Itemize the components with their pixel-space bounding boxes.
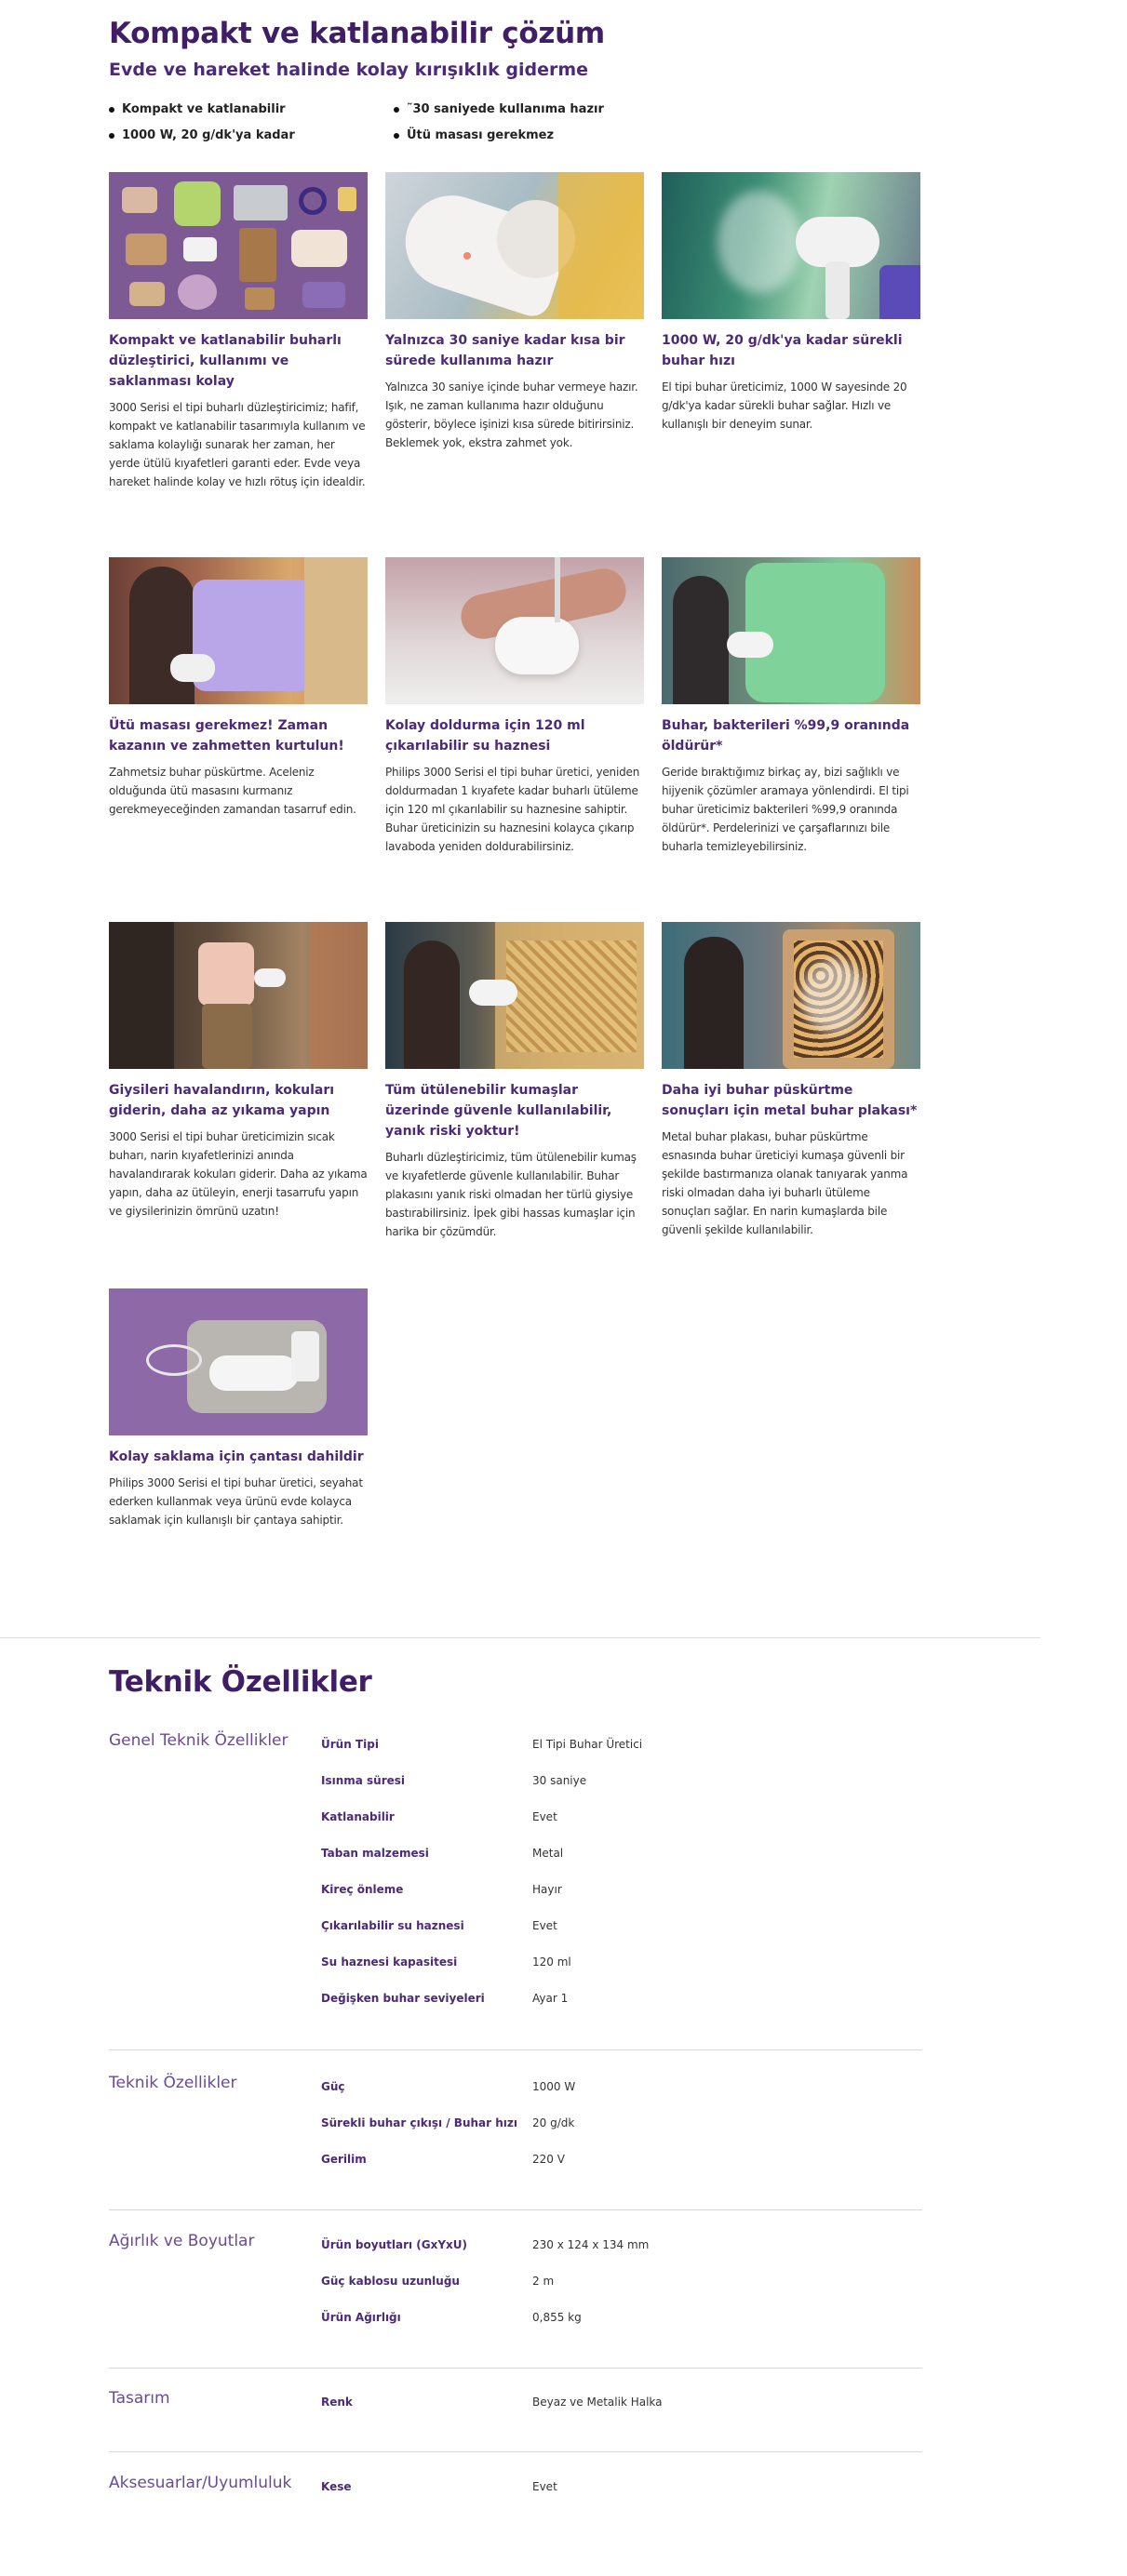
feature-text: El tipi buhar üreticimiz, 1000 W sayesinde 20 g/dk'ya kadar sürekli buhar sağlar. Hızlı ve kullanışlı bir deneyim sunar. <box>662 380 907 431</box>
spec-row <box>321 2229 917 2265</box>
spec-value: Evet <box>532 2480 557 2493</box>
feature-image-all-fabrics <box>385 922 644 1069</box>
spec-row <box>321 1765 917 1801</box>
spec-label: Kireç önleme <box>321 1883 404 1896</box>
spec-group-name: Teknik Özellikler <box>109 2074 237 2092</box>
feature-card <box>109 172 368 491</box>
spec-row <box>321 2143 917 2180</box>
feature-text: Metal buhar plakası, buhar püskürtme esnasında buhar üreticiyi kumaşa güvenli bir şekilde bastırmanıza olanak tanıyarak yanma riski olmadan daha iyi buharlı ütüleme sonuçları sağlar. En narin kumaşlarda bile güvenli şekilde kullanılabilir. <box>662 1130 908 1236</box>
feature-text: Buharlı düzleştiricimiz, tüm ütülenebilir kumaş ve kıyafetlerde güvenle kullanılabilir. Buhar plakasını yanık riski olmadan her türlü giysiye bastırabilirsiniz. İpek gibi hassas kumaşlar için harika bir çözümdür. <box>385 1151 637 1238</box>
spec-label: Ürün Tipi <box>321 1738 379 1751</box>
spec-label: Taban malzemesi <box>321 1847 429 1860</box>
hero-title: Kompakt ve katlanabilir çözüm <box>109 17 605 50</box>
feature-title: Buhar, bakterileri %99,9 oranında öldürür* <box>662 718 910 754</box>
spec-group-name: Aksesuarlar/Uyumluluk <box>109 2474 292 2492</box>
feature-card <box>109 557 368 819</box>
spec-value: 220 V <box>532 2153 565 2166</box>
spec-row <box>321 2386 917 2423</box>
feature-image-freshen-clothes <box>109 922 368 1069</box>
section-divider <box>0 1637 1040 1638</box>
feature-title: Kolay doldurma için 120 ml çıkarılabilir su haznesi <box>385 718 585 754</box>
feature-image-flatlay <box>109 172 368 319</box>
feature-text: Philips 3000 Serisi el tipi buhar üretici, yeniden doldurmadan 1 kıyafete kadar buharlı ütüleme için 120 ml çıkarılabilir su haznesine sahiptir. Buhar üreticinizin su haznesini kolayca çıkarıp lavaboda yeniden doldurabilirsiniz. <box>385 766 640 853</box>
feature-text: Zahmetsiz buhar püskürtme. Aceleniz olduğunda ütü masasını kurmanız gerekmeyeceğinden zamandan tasarruf edin. <box>109 766 356 816</box>
spec-separator <box>109 2451 922 2452</box>
feature-title: Kolay saklama için çantası dahildir <box>109 1449 364 1464</box>
spec-group-name: Ağırlık ve Boyutlar <box>109 2232 255 2250</box>
spec-separator <box>109 2368 922 2369</box>
feature-text: 3000 Serisi el tipi buhar üreticimizin sıcak buharı, narin kıyafetlerinizi anında havalandırarak kokuları giderir. Daha az yıkama yapın, daha az ütüleyin, enerji tasarrufu yapın ve giysilerinizin ömrünü uzatın! <box>109 1130 368 1218</box>
feature-card <box>109 922 368 1221</box>
feature-image-steamer-closeup <box>385 172 644 319</box>
bullet-item: Kompakt ve katlanabilir <box>109 100 394 119</box>
spec-label: Katlanabilir <box>321 1810 395 1823</box>
spec-group-general <box>109 1728 922 2019</box>
spec-label: Renk <box>321 2396 353 2409</box>
feature-text: 3000 Serisi el tipi buharlı düzleştiricimiz; hafif, kompakt ve katlanabilir tasarımıyla kullanım ve saklama kolaylığı sunarak her zaman, her yerde ütülü kıyafetleri garanti eder. Evde veya hareket halinde kolay ve hızlı rötuş için idealdir. <box>109 401 366 488</box>
spec-value: El Tipi Buhar Üretici <box>532 1738 643 1751</box>
spec-label: Sürekli buhar çıkışı / Buhar hızı <box>321 2116 517 2129</box>
spec-separator <box>109 2049 922 2050</box>
spec-row <box>321 2302 917 2338</box>
spec-label: Güç kablosu uzunluğu <box>321 2275 460 2288</box>
feature-title: Yalnızca 30 saniye kadar kısa bir sürede kullanıma hazır <box>385 333 625 368</box>
feature-card <box>662 172 920 434</box>
spec-row <box>321 1946 917 1982</box>
spec-separator <box>109 2209 922 2210</box>
spec-group-name: Genel Teknik Özellikler <box>109 1731 288 1750</box>
spec-value: Beyaz ve Metalik Halka <box>532 2396 663 2409</box>
bullet-item: 1000 W, 20 g/dk'ya kadar <box>109 127 394 145</box>
feature-title: Ütü masası gerekmez! Zaman kazanın ve zahmetten kurtulun! <box>109 718 344 754</box>
feature-card <box>662 922 920 1239</box>
spec-value: 2 m <box>532 2275 555 2288</box>
feature-image-metal-plate <box>662 922 920 1069</box>
bullet-item: ˜30 saniyede kullanıma hazır <box>394 100 630 119</box>
feature-card <box>385 172 644 452</box>
spec-value: Metal <box>532 1847 564 1860</box>
spec-value: 30 saniye <box>532 1774 587 1787</box>
spec-row <box>321 2107 917 2143</box>
spec-label: Güç <box>321 2080 345 2093</box>
spec-group-technical <box>109 2071 922 2180</box>
spec-group-accessories <box>109 2471 922 2507</box>
spec-value: Evet <box>532 1810 557 1823</box>
spec-label: Ürün boyutları (GxYxU) <box>321 2238 468 2251</box>
spec-group-design <box>109 2386 922 2423</box>
spec-row <box>321 2471 917 2507</box>
spec-label: Su haznesi kapasitesi <box>321 1955 458 1969</box>
bullet-dot-icon <box>109 133 114 139</box>
feature-image-steam-output <box>662 172 920 319</box>
spec-group-name: Tasarım <box>109 2389 170 2408</box>
hero-subtitle: Evde ve hareket halinde kolay kırışıklık giderme <box>109 60 589 80</box>
spec-row <box>321 1874 917 1910</box>
spec-row <box>321 2265 917 2302</box>
spec-row <box>321 1910 917 1946</box>
spec-label: Değişken buhar seviyeleri <box>321 1992 485 2005</box>
feature-image-water-tank <box>385 557 644 704</box>
spec-row <box>321 2071 917 2107</box>
feature-title: 1000 W, 20 g/dk'ya kadar sürekli buhar hızı <box>662 333 903 368</box>
hero <box>109 13 946 82</box>
spec-row <box>321 1728 917 1765</box>
feature-image-storage-bag <box>109 1288 368 1435</box>
spec-row <box>321 1801 917 1837</box>
feature-title: Daha iyi buhar püskürtme sonuçları için metal buhar plakası* <box>662 1083 918 1118</box>
feature-text: Geride bıraktığımız birkaç ay, bizi sağlıklı ve hijyenik çözümler aramaya yönlendirdi. El tipi buhar üreticimiz bakterileri %99,9 oranında öldürür*. Perdelerinizi ve çarşaflarınızı bile buharla temizleyebilirsiniz. <box>662 766 909 853</box>
spec-value: 0,855 kg <box>532 2311 582 2324</box>
feature-card <box>385 922 644 1241</box>
feature-text: Philips 3000 Serisi el tipi buhar üretici, seyahat ederken kullanmak veya ürünü evde kolayca saklamak için kullanışlı bir çantaya sahiptir. <box>109 1476 363 1527</box>
spec-label: Kese <box>321 2480 352 2493</box>
spec-label: Çıkarılabilir su haznesi <box>321 1919 464 1932</box>
bullet-dot-icon <box>394 107 399 113</box>
feature-title: Giysileri havalandırın, kokuları giderin, daha az yıkama yapın <box>109 1083 335 1118</box>
specs-title: Teknik Özellikler <box>109 1665 372 1699</box>
spec-value: 120 ml <box>532 1955 571 1969</box>
spec-row <box>321 1837 917 1874</box>
spec-label: Isınma süresi <box>321 1774 406 1787</box>
feature-image-bacteria <box>662 557 920 704</box>
spec-value: Ayar 1 <box>532 1992 569 2005</box>
bullet-dot-icon <box>394 133 399 139</box>
spec-value: 20 g/dk <box>532 2116 575 2129</box>
bullet-dot-icon <box>109 107 114 113</box>
feature-image-no-board <box>109 557 368 704</box>
spec-value: 1000 W <box>532 2080 576 2093</box>
bullet-item: Ütü masası gerekmez <box>394 127 630 145</box>
spec-row <box>321 1982 917 2019</box>
feature-title: Kompakt ve katlanabilir buharlı düzleştirici, kullanımı ve saklanması kolay <box>109 333 342 389</box>
feature-card <box>385 557 644 856</box>
feature-text: Yalnızca 30 saniye içinde buhar vermeye hazır. Işık, ne zaman kullanıma hazır olduğunu gösterir, böylece işinizi kısa sürede bitirirsiniz. Beklemek yok, ekstra zahmet yok. <box>385 380 638 449</box>
hero-bullets <box>109 100 630 145</box>
feature-card <box>109 1288 368 1529</box>
spec-value: Evet <box>532 1919 557 1932</box>
spec-value: 230 x 124 x 134 mm <box>532 2238 650 2251</box>
feature-title: Tüm ütülenebilir kumaşlar üzerinde güvenle kullanılabilir, yanık riski yoktur! <box>385 1083 612 1139</box>
spec-label: Ürün Ağırlığı <box>321 2311 401 2324</box>
spec-label: Gerilim <box>321 2153 367 2166</box>
spec-group-dimensions <box>109 2229 922 2338</box>
feature-card <box>662 557 920 856</box>
spec-value: Hayır <box>532 1883 562 1896</box>
